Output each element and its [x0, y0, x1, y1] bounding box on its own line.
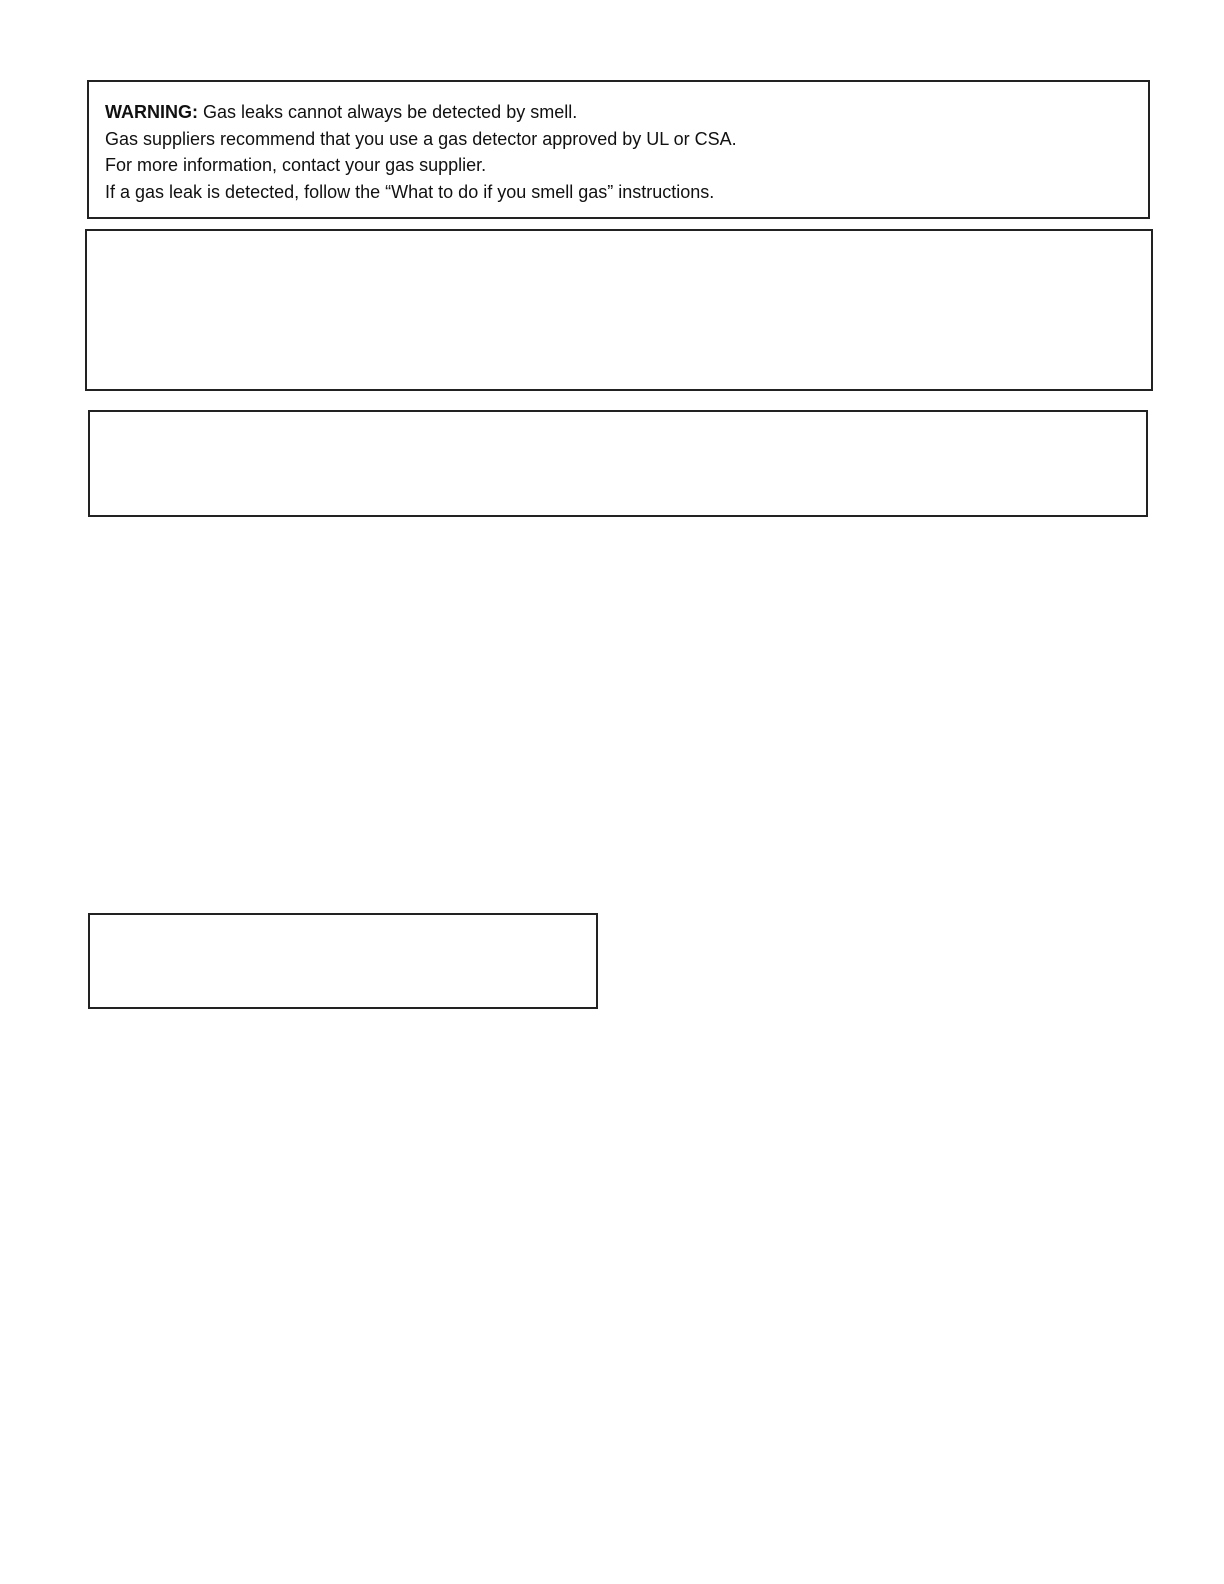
blank-notice-box-1 — [85, 229, 1153, 391]
warning-line-3: For more information, contact your gas supplier. — [105, 155, 487, 175]
warning-box — [87, 80, 1150, 219]
blank-notice-box-2 — [88, 410, 1148, 517]
warning-line-2: Gas suppliers recommend that you use a gas detector approved by UL or CSA. — [105, 128, 737, 149]
warning-text-1: Gas leaks cannot always be detected by smell. — [203, 102, 578, 122]
blank-notice-box-3 — [88, 913, 598, 1009]
warning-line-4: If a gas leak is detected, follow the “What to do if you smell gas” instructions. — [105, 181, 715, 202]
warning-label: WARNING: — [105, 102, 198, 122]
warning-line-1 — [105, 99, 1132, 126]
